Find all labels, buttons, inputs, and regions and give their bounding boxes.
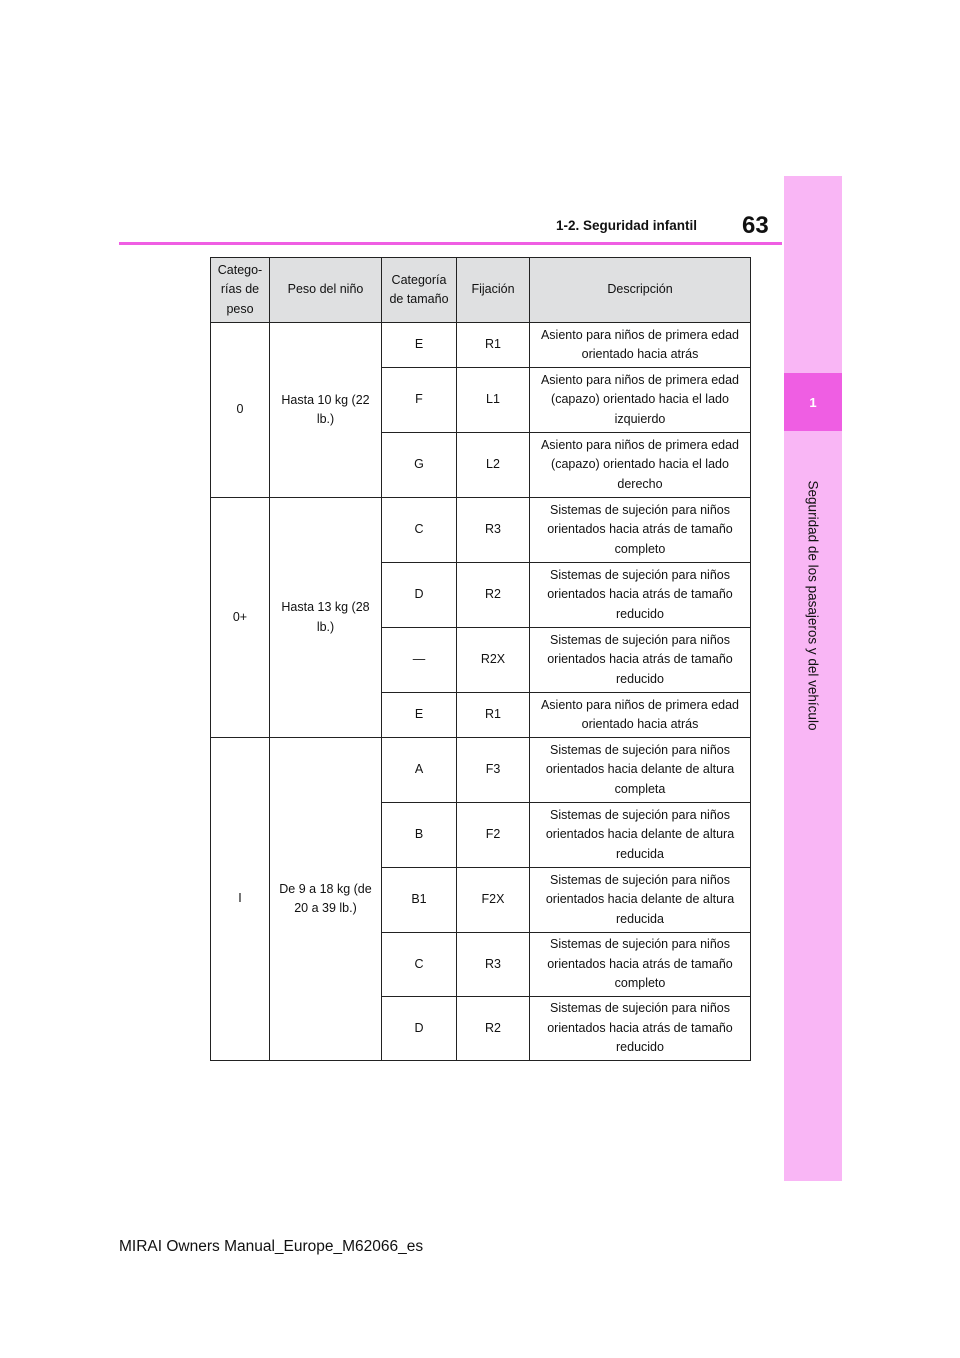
weight-category-cell: 0 <box>211 323 270 498</box>
child-weight-cell: Hasta 10 kg (22 lb.) <box>270 323 382 498</box>
fixture-cell: R1 <box>457 693 530 738</box>
size-cell: D <box>382 563 457 628</box>
table-row <box>211 498 751 563</box>
description-cell: Sistemas de sujeción para niños orientados hacia atrás de tamaño reducido <box>530 997 751 1061</box>
size-cell: B1 <box>382 868 457 933</box>
chapter-tab <box>784 373 842 431</box>
description-cell: Asiento para niños de primera edad orientado hacia atrás <box>530 693 751 738</box>
child-seat-size-table <box>210 257 751 1061</box>
fixture-cell: F2X <box>457 868 530 933</box>
table-row <box>211 738 751 803</box>
section-title: 1-2. Seguridad infantil <box>555 218 697 233</box>
size-cell: — <box>382 628 457 693</box>
weight-category-cell: 0+ <box>211 498 270 738</box>
fixture-cell: R3 <box>457 498 530 563</box>
header-size-category: Categoría de tamaño <box>382 258 457 323</box>
chapter-label-container <box>801 440 825 770</box>
weight-category-cell: I <box>211 738 270 1061</box>
fixture-cell: R2X <box>457 628 530 693</box>
header-child-weight: Peso del niño <box>270 258 382 323</box>
fixture-cell: R2 <box>457 563 530 628</box>
description-cell: Sistemas de sujeción para niños orientados hacia atrás de tamaño completo <box>530 933 751 997</box>
description-cell: Asiento para niños de primera edad (capazo) orientado hacia el lado izquierdo <box>530 368 751 433</box>
table-header-row <box>211 258 751 323</box>
child-weight-cell: Hasta 13 kg (28 lb.) <box>270 498 382 738</box>
footer-manual-id: MIRAI Owners Manual_Europe_M62066_es <box>119 1238 424 1255</box>
header-rule <box>119 242 782 245</box>
chapter-label: Seguridad de los pasajeros y del vehículo <box>805 480 821 730</box>
description-cell: Sistemas de sujeción para niños orientados hacia atrás de tamaño reducido <box>530 628 751 693</box>
size-cell: C <box>382 933 457 997</box>
fixture-cell: R3 <box>457 933 530 997</box>
header-fixture: Fijación <box>457 258 530 323</box>
size-cell: E <box>382 693 457 738</box>
description-cell: Asiento para niños de primera edad orientado hacia atrás <box>530 323 751 368</box>
chapter-number: 1 <box>809 394 817 410</box>
description-cell: Sistemas de sujeción para niños orientados hacia delante de altura reducida <box>530 868 751 933</box>
header-weight-category: Catego-rías de peso <box>211 258 270 323</box>
size-cell: B <box>382 803 457 868</box>
size-cell: G <box>382 433 457 498</box>
fixture-cell: F2 <box>457 803 530 868</box>
size-cell: F <box>382 368 457 433</box>
header-description: Descripción <box>530 258 751 323</box>
description-cell: Sistemas de sujeción para niños orientados hacia atrás de tamaño reducido <box>530 563 751 628</box>
fixture-cell: R1 <box>457 323 530 368</box>
table-row <box>211 323 751 368</box>
fixture-cell: L2 <box>457 433 530 498</box>
size-cell: A <box>382 738 457 803</box>
size-cell: E <box>382 323 457 368</box>
description-cell: Sistemas de sujeción para niños orientados hacia atrás de tamaño completo <box>530 498 751 563</box>
description-cell: Asiento para niños de primera edad (capazo) orientado hacia el lado derecho <box>530 433 751 498</box>
description-cell: Sistemas de sujeción para niños orientados hacia delante de altura completa <box>530 738 751 803</box>
fixture-cell: F3 <box>457 738 530 803</box>
fixture-cell: R2 <box>457 997 530 1061</box>
child-weight-cell: De 9 a 18 kg (de 20 a 39 lb.) <box>270 738 382 1061</box>
description-cell: Sistemas de sujeción para niños orientados hacia delante de altura reducida <box>530 803 751 868</box>
fixture-cell: L1 <box>457 368 530 433</box>
size-cell: C <box>382 498 457 563</box>
size-cell: D <box>382 997 457 1061</box>
page-number: 63 <box>742 212 769 239</box>
